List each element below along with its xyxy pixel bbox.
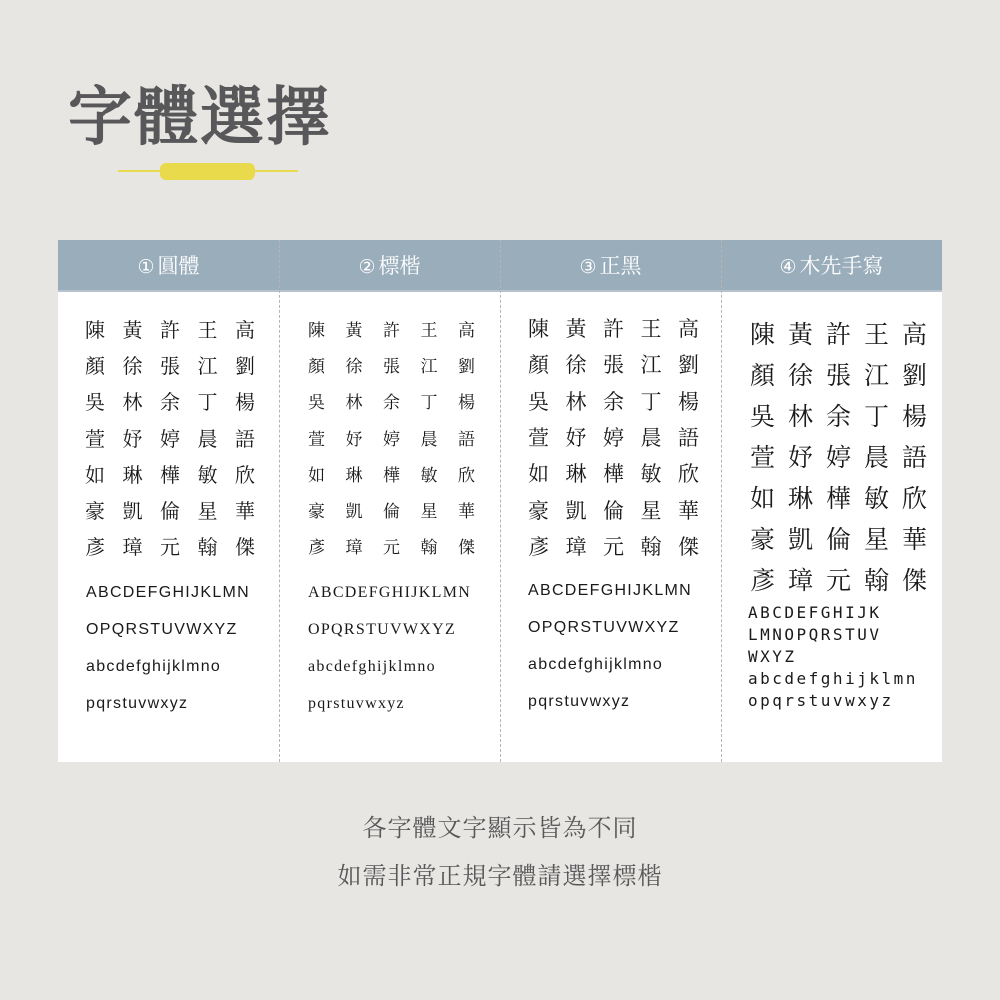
sample-character: 顏 xyxy=(308,356,325,377)
cjk-sample-row xyxy=(85,455,273,491)
cjk-sample-row xyxy=(85,310,273,346)
sample-character: 欣 xyxy=(458,465,475,486)
sample-character: 黃 xyxy=(122,317,143,342)
sample-character: 翰 xyxy=(864,565,890,595)
sample-character: 吳 xyxy=(750,401,776,431)
sample-character: 妤 xyxy=(345,429,363,450)
sample-character: 如 xyxy=(85,462,105,487)
sample-character: 彥 xyxy=(308,538,325,559)
sample-character: 樺 xyxy=(603,462,624,487)
sample-character: 璋 xyxy=(788,565,814,595)
sample-character: 豪 xyxy=(750,524,776,554)
latin-sample-line: pqrstuvwxyz xyxy=(528,693,631,710)
cjk-sample-row xyxy=(528,419,716,455)
sample-character: 豪 xyxy=(308,502,325,523)
sample-character: 楊 xyxy=(235,390,255,415)
sample-character: 王 xyxy=(420,320,438,341)
cjk-sample-row xyxy=(750,558,940,599)
sample-character: 妤 xyxy=(122,426,143,451)
sample-character: 凱 xyxy=(345,502,363,523)
column-divider xyxy=(279,240,280,762)
sample-character: 欣 xyxy=(902,483,928,513)
latin-sample-line: LMNOPQRSTUV xyxy=(748,625,882,644)
sample-character: 翰 xyxy=(197,535,218,560)
sample-character: 元 xyxy=(160,535,180,560)
sample-character: 顏 xyxy=(750,360,776,390)
sample-character: 許 xyxy=(826,319,852,349)
cjk-sample-row xyxy=(528,383,716,419)
cjk-sample-row xyxy=(308,383,496,419)
latin-sample-line: pqrstuvwxyz xyxy=(308,695,405,712)
cjk-sample-row xyxy=(308,419,496,455)
sample-character: 丁 xyxy=(640,389,662,414)
number-4-icon: ④ xyxy=(779,256,797,278)
cjk-sample-row xyxy=(308,528,496,564)
column-divider xyxy=(500,240,501,762)
sample-character: 倫 xyxy=(603,498,624,523)
sample-character: 黃 xyxy=(788,319,814,349)
latin-sample xyxy=(528,572,692,720)
sample-character: 元 xyxy=(383,538,400,559)
latin-sample-line: ABCDEFGHIJKLMN xyxy=(528,582,692,599)
sample-character: 如 xyxy=(308,465,325,486)
sample-character: 璋 xyxy=(122,535,143,560)
cjk-sample-row xyxy=(85,346,273,382)
sample-character: 江 xyxy=(197,353,218,378)
sample-character: 如 xyxy=(750,483,776,513)
header-label: 圓體 xyxy=(157,254,200,278)
sample-character: 敏 xyxy=(864,483,890,513)
title-underline-pill xyxy=(160,163,255,180)
sample-character: 王 xyxy=(197,317,218,342)
sample-character: 元 xyxy=(603,534,624,559)
number-3-icon: ③ xyxy=(579,256,597,278)
note-line-1: 各字體文字顯示皆為不同 xyxy=(362,814,638,842)
cjk-sample-row xyxy=(528,346,716,382)
sample-character: 樺 xyxy=(826,483,852,513)
page-title: 字體選擇 xyxy=(68,81,332,155)
sample-character: 江 xyxy=(420,356,438,377)
sample-character: 晨 xyxy=(640,426,662,451)
latin-sample-line: ABCDEFGHIJKLMN xyxy=(308,584,472,601)
sample-character: 凱 xyxy=(565,498,587,523)
sample-character: 徐 xyxy=(565,353,587,378)
cjk-sample-row xyxy=(750,517,940,558)
sample-character: 凱 xyxy=(788,524,814,554)
sample-character: 倫 xyxy=(160,499,180,524)
sample-character: 晨 xyxy=(864,442,890,472)
sample-character: 張 xyxy=(826,360,852,390)
sample-character: 敏 xyxy=(420,465,438,486)
sample-character: 彥 xyxy=(85,535,105,560)
latin-sample-line: WXYZ xyxy=(748,647,797,666)
latin-sample-line: OPQRSTUVWXYZ xyxy=(308,621,457,638)
sample-character: 敏 xyxy=(197,462,218,487)
sample-character: 張 xyxy=(383,356,400,377)
sample-character: 楊 xyxy=(902,401,928,431)
sample-character: 妤 xyxy=(565,426,587,451)
sample-character: 欣 xyxy=(235,462,255,487)
sample-character: 楊 xyxy=(458,393,475,414)
sample-character: 林 xyxy=(788,401,814,431)
sample-character: 高 xyxy=(235,317,255,342)
sample-character: 語 xyxy=(458,429,475,450)
sample-character: 丁 xyxy=(864,401,890,431)
sample-character: 陳 xyxy=(528,317,549,342)
sample-character: 豪 xyxy=(85,499,105,524)
sample-character: 江 xyxy=(640,353,662,378)
cjk-sample-row xyxy=(308,455,496,491)
sample-character: 許 xyxy=(383,320,400,341)
cjk-sample-row xyxy=(308,491,496,527)
sample-character: 翰 xyxy=(420,538,438,559)
cjk-sample-row xyxy=(750,353,940,394)
sample-character: 星 xyxy=(864,524,890,554)
sample-character: 丁 xyxy=(420,393,438,414)
sample-character: 琳 xyxy=(565,462,587,487)
sample-character: 彥 xyxy=(750,565,776,595)
sample-character: 琳 xyxy=(345,465,363,486)
sample-character: 張 xyxy=(160,353,180,378)
sample-character: 丁 xyxy=(197,390,218,415)
sample-character: 倫 xyxy=(383,502,400,523)
sample-character: 王 xyxy=(864,319,890,349)
cjk-sample-row xyxy=(750,476,940,517)
sample-character: 余 xyxy=(383,393,400,414)
latin-sample xyxy=(308,574,471,722)
sample-character: 劉 xyxy=(458,356,475,377)
sample-character: 徐 xyxy=(788,360,814,390)
header-label: 木先手寫 xyxy=(799,254,884,278)
latin-sample-line: ABCDEFGHIJKLMN xyxy=(86,584,250,601)
sample-character: 華 xyxy=(235,499,255,524)
sample-character: 晨 xyxy=(197,426,218,451)
cjk-sample-row xyxy=(85,383,273,419)
sample-character: 語 xyxy=(235,426,255,451)
cjk-sample-grid xyxy=(528,310,716,564)
cjk-sample-row xyxy=(750,435,940,476)
sample-character: 彥 xyxy=(528,534,549,559)
cjk-sample-row xyxy=(528,310,716,346)
cjk-sample-row xyxy=(528,455,716,491)
sample-character: 華 xyxy=(902,524,928,554)
latin-sample-line: opqrstuvwxyz xyxy=(748,691,894,710)
sample-character: 妤 xyxy=(788,442,814,472)
sample-character: 華 xyxy=(678,498,699,523)
sample-character: 劉 xyxy=(235,353,255,378)
cjk-sample-row xyxy=(750,312,940,353)
sample-character: 王 xyxy=(640,317,662,342)
sample-character: 余 xyxy=(603,389,624,414)
latin-sample-line: abcdefghijklmn xyxy=(748,669,918,688)
sample-character: 黃 xyxy=(345,320,363,341)
sample-character: 傑 xyxy=(458,538,475,559)
sample-character: 傑 xyxy=(235,535,255,560)
sample-character: 璋 xyxy=(565,534,587,559)
column-divider xyxy=(721,240,722,762)
sample-character: 琳 xyxy=(122,462,143,487)
sample-character: 高 xyxy=(678,317,699,342)
sample-character: 萱 xyxy=(528,426,549,451)
sample-character: 林 xyxy=(565,389,587,414)
cjk-sample-row xyxy=(308,310,496,346)
latin-sample xyxy=(86,574,250,722)
sample-character: 如 xyxy=(528,462,549,487)
sample-character: 陳 xyxy=(308,320,325,341)
sample-character: 吳 xyxy=(528,389,549,414)
sample-character: 萱 xyxy=(750,442,776,472)
cjk-sample-row xyxy=(85,528,273,564)
font-comparison-table xyxy=(58,240,942,762)
sample-character: 語 xyxy=(678,426,699,451)
sample-character: 元 xyxy=(826,565,852,595)
sample-character: 萱 xyxy=(85,426,105,451)
sample-character: 星 xyxy=(197,499,218,524)
sample-character: 劉 xyxy=(678,353,699,378)
sample-character: 江 xyxy=(864,360,890,390)
cjk-sample-row xyxy=(528,491,716,527)
cjk-sample-row xyxy=(85,419,273,455)
latin-sample-line: pqrstuvwxyz xyxy=(86,695,189,712)
sample-character: 高 xyxy=(458,320,475,341)
cjk-sample-row xyxy=(528,528,716,564)
cjk-sample-row xyxy=(85,491,273,527)
sample-character: 林 xyxy=(345,393,363,414)
sample-character: 余 xyxy=(160,390,180,415)
sample-character: 楊 xyxy=(678,389,699,414)
sample-character: 婷 xyxy=(160,426,180,451)
cjk-sample-row xyxy=(308,346,496,382)
sample-character: 余 xyxy=(826,401,852,431)
latin-sample-line: OPQRSTUVWXYZ xyxy=(86,621,238,638)
header-font-1 xyxy=(58,240,279,292)
sample-character: 敏 xyxy=(640,462,662,487)
sample-character: 琳 xyxy=(788,483,814,513)
sample-character: 華 xyxy=(458,502,475,523)
note-line-2: 如需非常正規字體請選擇標楷 xyxy=(337,862,663,890)
sample-character: 豪 xyxy=(528,498,549,523)
sample-character: 樺 xyxy=(160,462,180,487)
header-label: 正黑 xyxy=(599,254,642,278)
latin-sample-line: abcdefghijklmno xyxy=(86,658,222,675)
header-font-4 xyxy=(721,240,942,292)
sample-character: 星 xyxy=(640,498,662,523)
header-font-3 xyxy=(500,240,721,292)
header-font-2 xyxy=(279,240,500,292)
cjk-sample-grid xyxy=(85,310,273,564)
sample-character: 星 xyxy=(420,502,438,523)
sample-character: 許 xyxy=(160,317,180,342)
sample-character: 婷 xyxy=(826,442,852,472)
sample-character: 許 xyxy=(603,317,624,342)
sample-character: 陳 xyxy=(85,317,105,342)
sample-character: 徐 xyxy=(345,356,363,377)
sample-character: 高 xyxy=(902,319,928,349)
header-label: 標楷 xyxy=(378,254,421,278)
sample-character: 吳 xyxy=(85,390,105,415)
sample-character: 樺 xyxy=(383,465,400,486)
latin-sample-line: OPQRSTUVWXYZ xyxy=(528,619,680,636)
latin-sample xyxy=(748,602,918,712)
sample-character: 顏 xyxy=(528,353,549,378)
sample-character: 欣 xyxy=(678,462,699,487)
sample-character: 萱 xyxy=(308,429,325,450)
sample-character: 黃 xyxy=(565,317,587,342)
sample-character: 傑 xyxy=(902,565,928,595)
sample-character: 陳 xyxy=(750,319,776,349)
sample-character: 劉 xyxy=(902,360,928,390)
latin-sample-line: abcdefghijklmno xyxy=(528,656,664,673)
sample-character: 凱 xyxy=(122,499,143,524)
sample-character: 婷 xyxy=(383,429,400,450)
number-1-icon: ① xyxy=(137,256,155,278)
sample-character: 顏 xyxy=(85,353,105,378)
sample-character: 傑 xyxy=(678,534,699,559)
sample-character: 璋 xyxy=(345,538,363,559)
latin-sample-line: ABCDEFGHIJK xyxy=(748,603,882,622)
latin-sample-line: abcdefghijklmno xyxy=(308,658,436,675)
sample-character: 吳 xyxy=(308,393,325,414)
cjk-sample-row xyxy=(750,394,940,435)
sample-character: 林 xyxy=(122,390,143,415)
cjk-sample-grid xyxy=(750,312,940,599)
sample-character: 倫 xyxy=(826,524,852,554)
sample-character: 婷 xyxy=(603,426,624,451)
sample-character: 翰 xyxy=(640,534,662,559)
sample-character: 語 xyxy=(902,442,928,472)
number-2-icon: ② xyxy=(358,256,376,278)
cjk-sample-grid xyxy=(308,310,496,564)
sample-character: 晨 xyxy=(420,429,438,450)
sample-character: 張 xyxy=(603,353,624,378)
sample-character: 徐 xyxy=(122,353,143,378)
